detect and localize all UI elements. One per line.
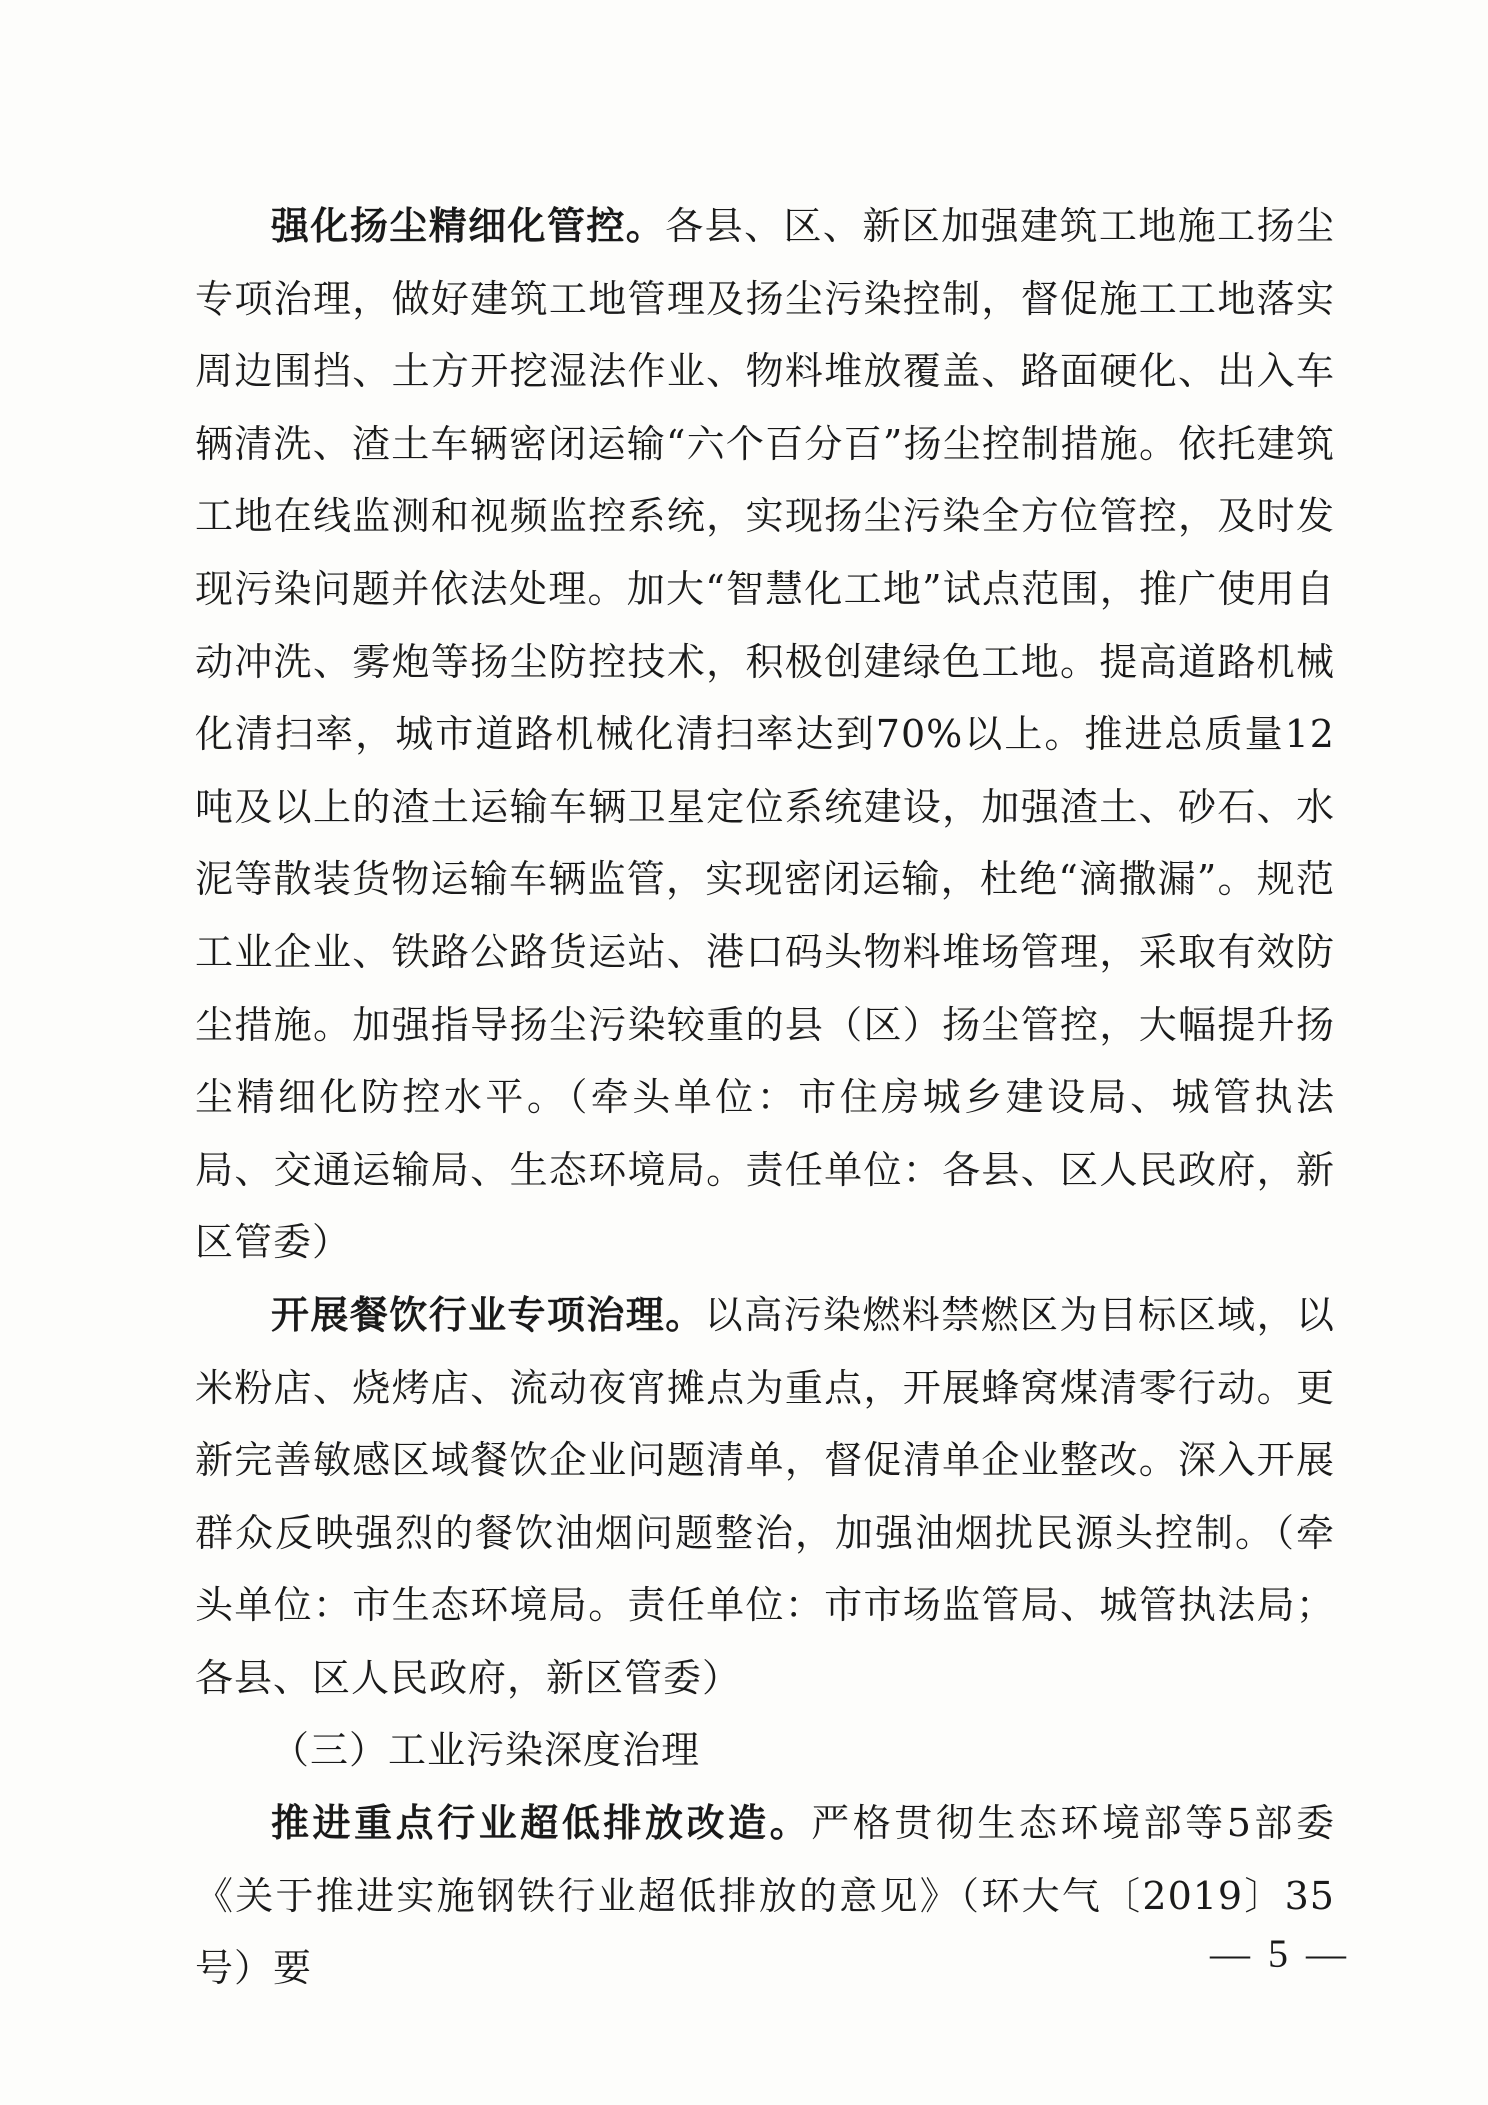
paragraph-lead: 开展餐饮行业专项治理。 (271, 1291, 705, 1337)
paragraph-text: 各县、区、新区加强建筑工地施工扬尘专项治理，做好建筑工地管理及扬尘污染控制，督促施工工地落实周边围挡、土方开挖湿法作业、物料堆放覆盖、路面硬化、出入车辆清洗、渣土车辆密闭运输“六个百分百”扬尘控制措施。依托建筑工地在线监测和视频监控系统，实现扬尘污染全方位管控，及时发现污染问题并依法处理。加大“智慧化工地”试点范围，推广使用自动冲洗、雾炮等扬尘防控技术，积极创建绿色工地。提高道路机械化清扫率，城市道路机械化清扫率达到70%以上。推进总质量12吨及以上的渣土运输车辆卫星定位系统建设，加强渣土、砂石、水泥等散装货物运输车辆监管，实现密闭运输，杜绝“滴撒漏”。规范工业企业、铁路公路货运站、港口码头物料堆场管理，采取有效防尘措施。加强指导扬尘污染较重的县（区）扬尘管控，大幅提升扬尘精细化防控水平。（牵头单位：市住房城乡建设局、城管执法局、交通运输局、生态环境局。责任单位：各县、区人民政府，新区管委） (195, 204, 1335, 1265)
page-number: — 5 — (1210, 1931, 1350, 1976)
section-heading: （三）工业污染深度治理 (271, 1728, 701, 1773)
paragraph-catering-governance (195, 1279, 1335, 1715)
paragraph-dust-control (195, 190, 1335, 1279)
paragraph-lead: 强化扬尘精细化管控。 (271, 203, 666, 248)
paragraph-text: 严格贯彻生态环境部等5部委《关于推进实施钢铁行业超低排放的意见》（环大气〔2019〕35号）要 (195, 1801, 1335, 1991)
paragraph-text: 以高污染燃料禁燃区为目标区域，以米粉店、烧烤店、流动夜宵摊点为重点，开展蜂窝煤清零行动。更新完善敏感区域餐饮企业问题清单，督促清单企业整改。深入开展群众反映强烈的餐饮油烟问题整治，加强油烟扰民源头控制。（牵头单位：市生态环境局。责任单位：市市场监管局、城管执法局；各县、区人民政府，新区管委） (195, 1292, 1335, 1700)
paragraph-ultra-low-emission (195, 1787, 1335, 2005)
paragraph-lead: 推进重点行业超低排放改造。 (271, 1800, 812, 1846)
document-body (195, 190, 1335, 2005)
